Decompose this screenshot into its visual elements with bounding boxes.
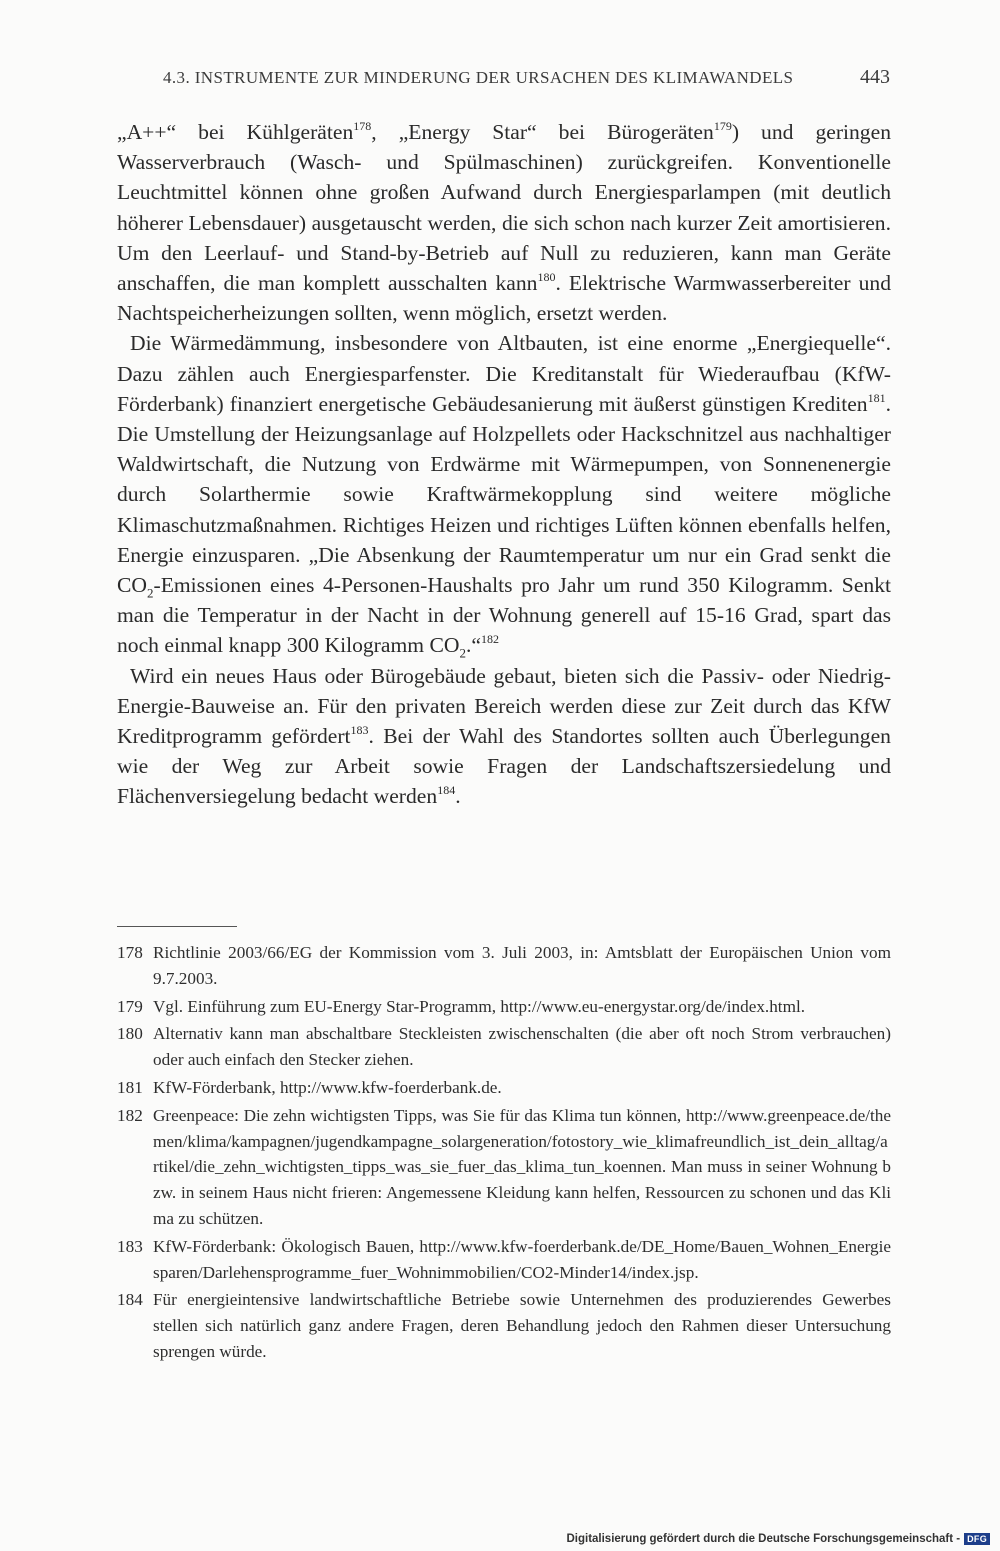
footnote: 183 KfW-Förderbank: Ökologisch Bauen, http://www.kfw-foerderbank.de/DE_Home/Bauen_Wohnen_Energiesparen/Darlehensprogramme_fuer_Wohnimmobilien/CO2-Minder14/index.jsp. bbox=[117, 1236, 891, 1282]
running-title: 4.3. INSTRUMENTE ZUR MINDERUNG DER URSACHEN DES KLIMAWANDELS bbox=[163, 68, 794, 87]
paragraph-3: Wird ein neues Haus oder Bürogebäude gebaut, bieten sich die Passiv- oder Niedrig-Energie-Bauweise an. Für den privaten Bereich werden diese zur Zeit durch das KfW Kreditprogramm gefördert$^{183}$. Bei der Wahl des Standortes sollten auch Überlegungen wie der Weg zur Arbeit sowie Fragen der Landschaftszersiedelung und Flächenversiegelung bedacht werden$^{184}$. bbox=[117, 663, 891, 809]
footnote: 180 Alternativ kann man abschaltbare Steckleisten zwischenschalten (die aber oft noch Strom verbrauchen) oder auch einfach den Stecker ziehen. bbox=[117, 1024, 891, 1070]
footnote-ref-182: 182 bbox=[480, 632, 499, 647]
footnote-separator bbox=[117, 926, 237, 927]
footnote-ref-180: 180 bbox=[537, 269, 556, 284]
footnote-ref-179: 179 bbox=[713, 118, 732, 133]
page-number: 443 bbox=[860, 66, 890, 88]
footnote: 178 Richtlinie 2003/66/EG der Kommission vom 3. Juli 2003, in: Amtsblatt der Europäischen Union vom 9.7.2003. bbox=[117, 943, 891, 988]
footer-text: Digitalisierung gefördert durch die Deutsche Forschungsgemeinschaft - bbox=[566, 1533, 961, 1545]
footnote: 184 Für energieintensive landwirtschaftliche Betriebe sowie Unternehmen des produzierendes Gewerbes stellen sich natürlich ganz andere Fragen, deren Behandlung jedoch den Rahmen dieser Untersuchung sprengen würde. bbox=[117, 1290, 891, 1361]
footnote-ref-181: 181 bbox=[867, 390, 886, 405]
footnote-ref-183: 183 bbox=[350, 722, 369, 737]
paragraph-1: „A++“ bei Kühlgeräten$^{178}$, „Energy Star“ bei Bürogeräten$^{179}$) und geringen Wasserverbrauch (Wasch- und Spülmaschinen) zurückgreifen. Konventionelle Leuchtmittel können ohne großen Aufwand durch Energiesparlampen (mit deutlich höherer Lebensdauer) ausgetauscht werden, die sich schon nach kurzer Zeit amortisieren. Um den Leerlauf- und Stand-by-Betrieb auf Null zu reduzieren, kann man Geräte anschaffen, die man komplett ausschalten kann$^{180}$. Elektrische Warmwasserbereiter und Nachtspeicherheizungen sollten, wenn möglich, ersetzt werden. bbox=[117, 118, 891, 326]
main-text bbox=[117, 117, 891, 812]
footnote: 182 Greenpeace: Die zehn wichtigsten Tipps, was Sie für das Klima tun können, http://www.greenpeace.de/themen/klima/kampagnen/jugendkampagne_solargeneration/fotostory_wie_klimafreundlich_ist_dein_alltag/artikel/die_zehn_wichtigsten_tipps_was_sie_fuer_das_klima_tun_koennen. Man muss in seiner Wohnung bzw. in seinem Haus nicht frieren: Angemessene Kleidung kann helfen, Ressourcen zu schonen und das Klima zu schützen. bbox=[117, 1105, 891, 1228]
footnote-ref-184: 184 bbox=[437, 783, 456, 798]
footnote: 181 KfW-Förderbank, http://www.kfw-foerderbank.de. bbox=[117, 1077, 502, 1097]
page-header bbox=[163, 66, 890, 89]
footnote-ref-178: 178 bbox=[353, 118, 372, 133]
footnotes bbox=[117, 940, 891, 1367]
footnote: 179 Vgl. Einführung zum EU-Energy Star-Programm, http://www.eu-energystar.org/de/index.html. bbox=[117, 996, 806, 1016]
digitization-footer bbox=[566, 1533, 990, 1545]
dfg-logo: DFG bbox=[964, 1533, 990, 1545]
paragraph-2: Die Wärmedämmung, insbesondere von Altbauten, ist eine enorme „Energiequelle“. Dazu zählen auch Energiesparfenster. Die Kreditanstalt für Wiederaufbau (KfW-Förderbank) finanziert energetische Gebäudesanierung mit äußerst günstigen Krediten$^{181}$. Die Umstellung der Heizungsanlage auf Holzpellets oder Hackschnitzel aus nachhaltiger Waldwirtschaft, die Nutzung von Erdwärme mit Wärmepumpen, von Sonnenenergie durch Solarthermie sowie Kraftwärmekopplung sind weitere mögliche Klimaschutzmaßnahmen. Richtiges Heizen und richtiges Lüften können ebenfalls helfen, Energie einzusparen. „Die Absenkung der Raumtemperatur um nur ein Grad senkt die $CO_2$-Emissionen eines 4-Personen-Haushalts pro Jahr um rund 350 Kilogramm. Senkt man die Temperatur in der Nacht in der Wohnung generell auf 15-16 Grad, spart das noch einmal knapp 300 Kilogramm $CO_2.“^{182}$ bbox=[117, 331, 891, 661]
